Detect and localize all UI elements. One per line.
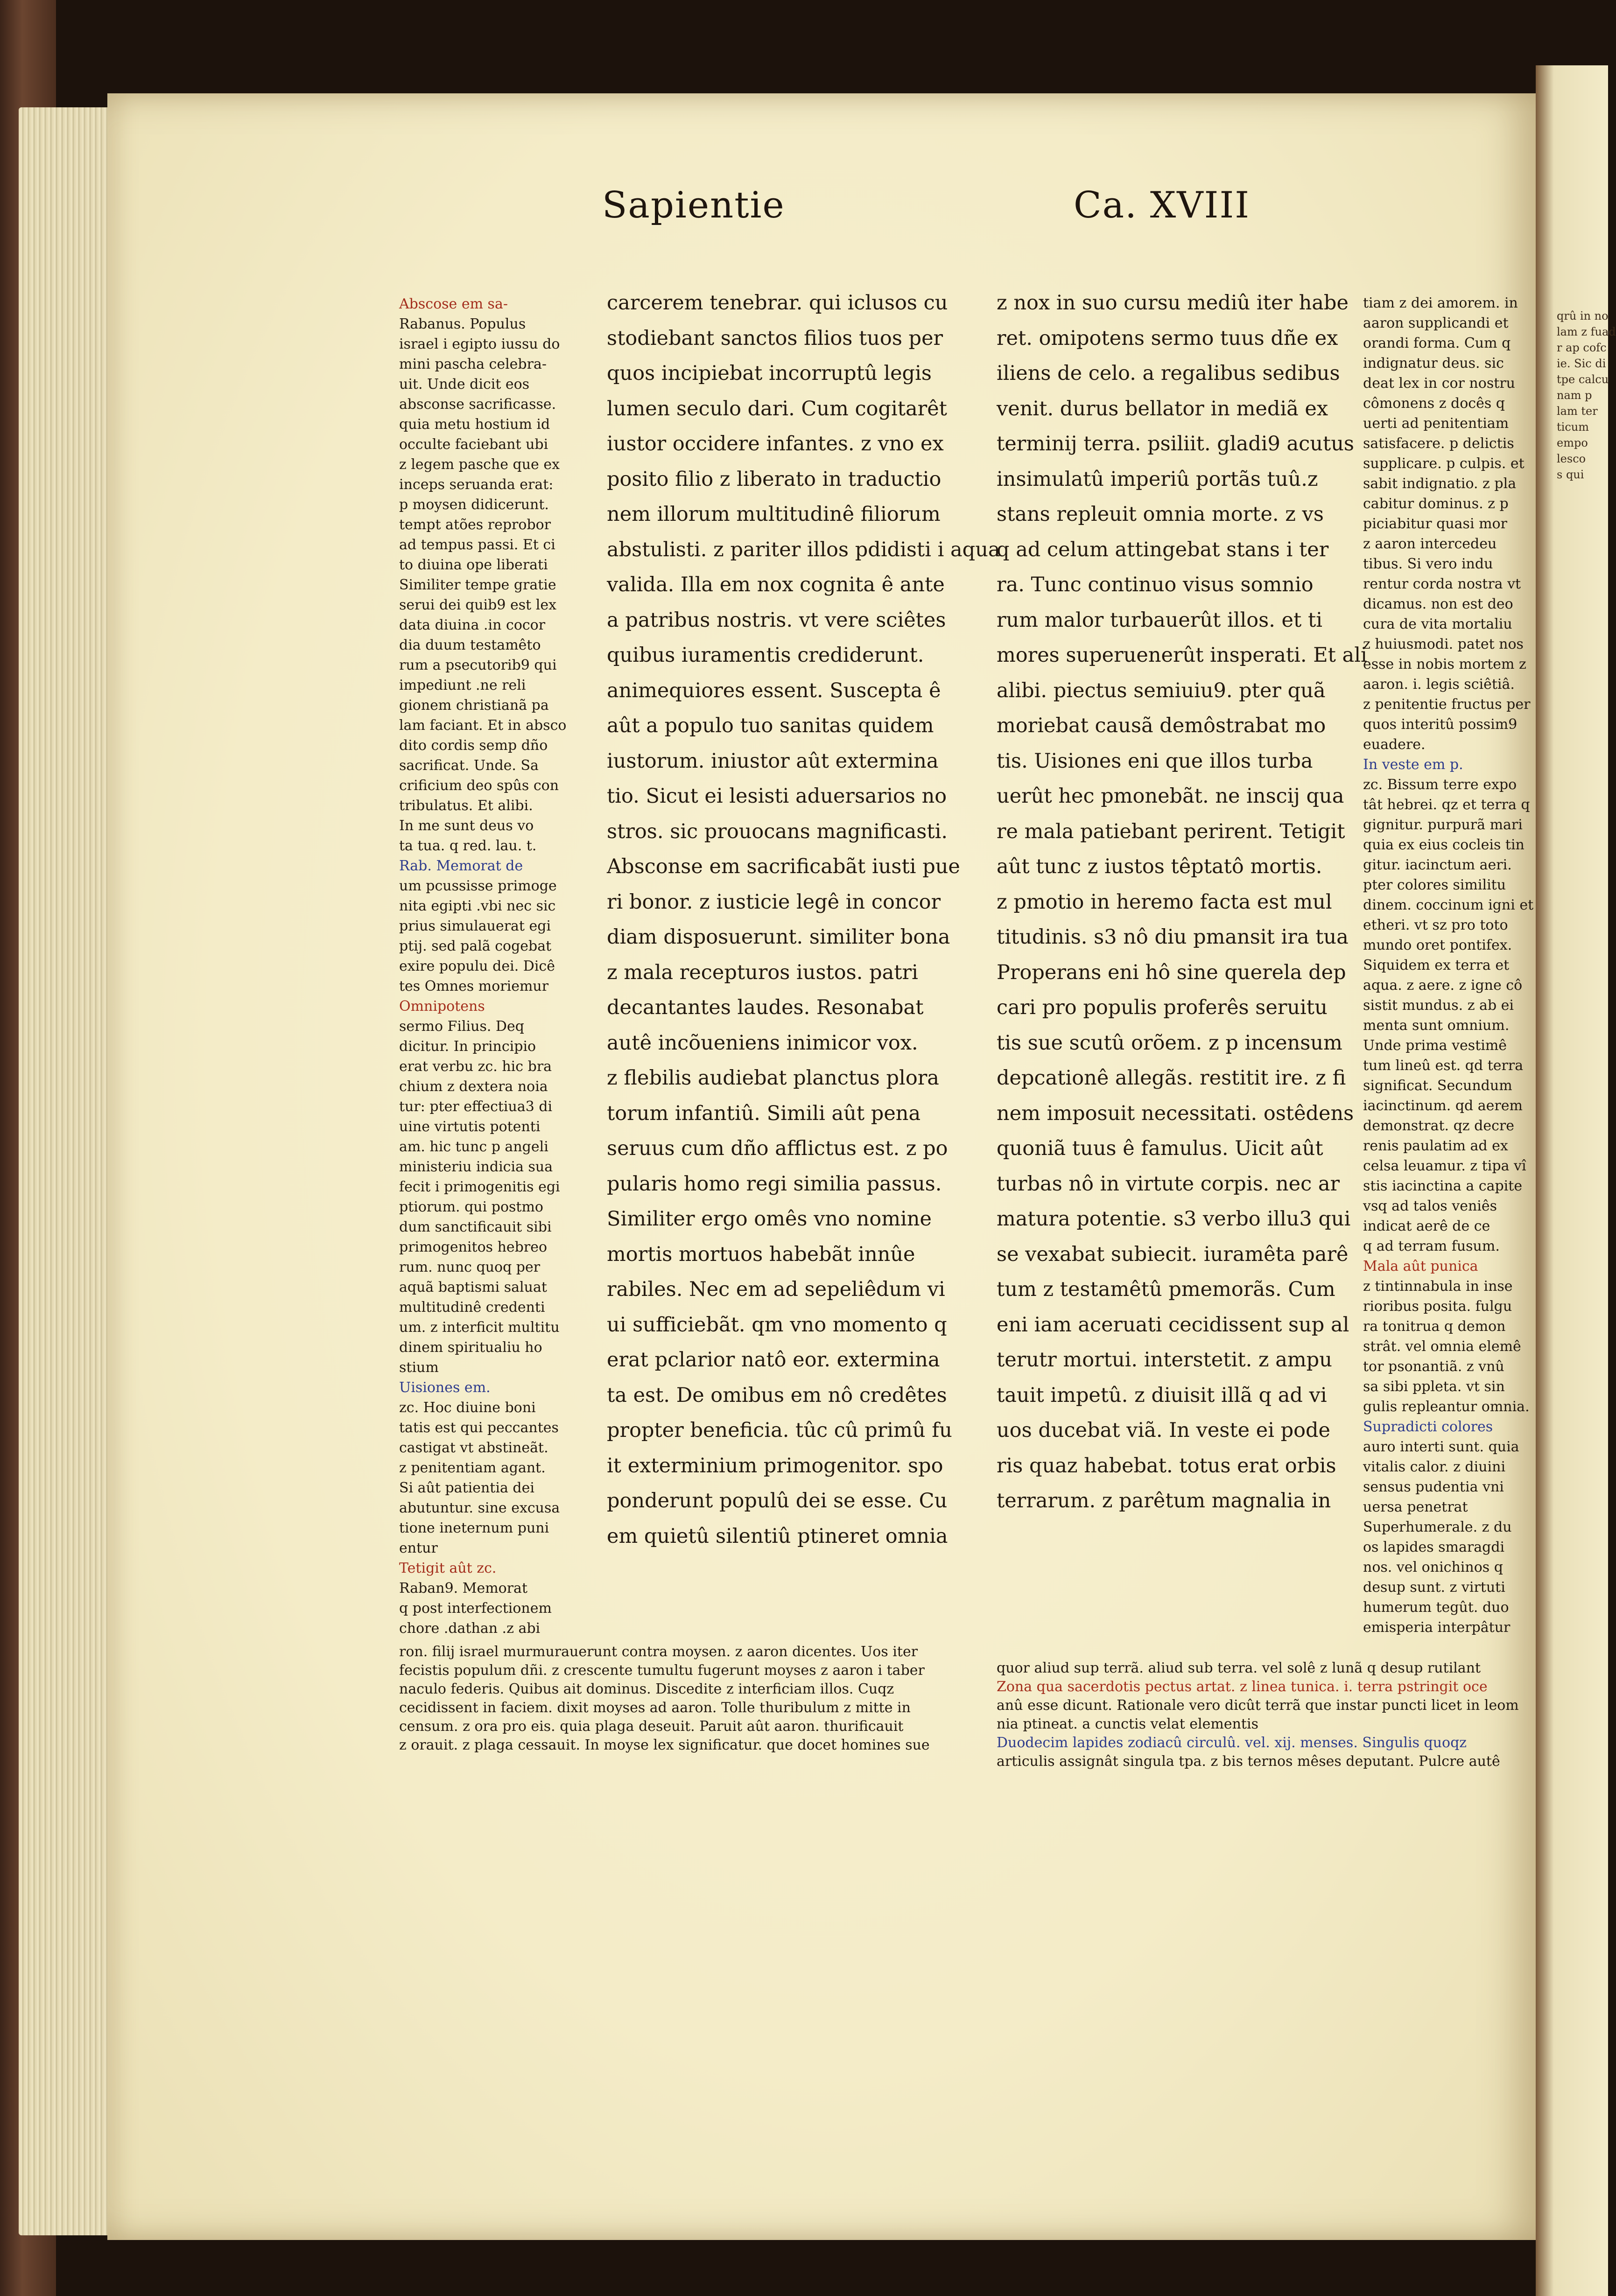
gloss-line: abutuntur. sine excusa	[399, 1500, 560, 1516]
text-line: tis sue scutû orõem. z p incensum	[997, 1031, 1342, 1055]
gloss-line: aqua. z aere. z igne cô	[1363, 977, 1523, 994]
gloss-line: tor psonantiã. z vnû	[1363, 1358, 1504, 1375]
text-line: decantantes laudes. Resonabat	[607, 996, 924, 1019]
gloss-line: stis iacinctina a capite	[1363, 1178, 1523, 1194]
text-line: venit. durus bellator in mediã ex	[997, 397, 1328, 420]
gloss-line: z penitentie fructus per	[1363, 696, 1531, 713]
facing-page-text	[1557, 308, 1616, 483]
gloss-line: vitalis calor. z diuini	[1363, 1459, 1506, 1475]
text-line: erat pclarior natô eor. extermina	[607, 1348, 940, 1372]
gloss-line: z huiusmodi. patet nos	[1363, 636, 1524, 652]
gloss-line: Supradicti colores	[1363, 1419, 1493, 1435]
facing-page-line: s qui	[1557, 468, 1584, 481]
text-line: mortis mortuos habebãt innûe	[607, 1242, 915, 1266]
facing-page-line: lam ter	[1557, 405, 1598, 418]
gloss-line: dum sanctificauit sibi	[399, 1219, 552, 1235]
text-line: turbas nô in virtute corpis. nec ar	[997, 1172, 1340, 1196]
gloss-line: piciabitur quasi mor	[1363, 516, 1507, 532]
gloss-line: gignitur. purpurã mari	[1363, 817, 1523, 833]
gloss-line: aaron supplicandi et	[1363, 315, 1509, 331]
gloss-line: celsa leuamur. z tipa vî	[1363, 1158, 1526, 1174]
main-text-column-left	[607, 286, 1000, 1554]
gloss-line: etheri. vt sz pro toto	[1363, 917, 1508, 933]
gloss-line: aquã baptismi saluat	[399, 1279, 547, 1295]
text-line: Similiter ergo omês vno nomine	[607, 1207, 932, 1231]
facing-page-line: nam p	[1557, 389, 1592, 402]
gloss-line: tibus. Si vero indu	[1363, 556, 1493, 572]
text-line: torum infantiû. Simili aût pena	[607, 1101, 921, 1125]
facing-page-line: empo	[1557, 436, 1588, 449]
gloss-line: significat. Secundum	[1363, 1078, 1512, 1094]
gloss-line: ministeriu indicia sua	[399, 1159, 553, 1175]
text-line: rum malor turbauerût illos. et ti	[997, 608, 1322, 632]
gloss-line: dia duum testamêto	[399, 637, 541, 653]
gloss-line: supplicare. p culpis. et	[1363, 455, 1525, 472]
text-line: tum z testamêtû pmemorãs. Cum	[997, 1278, 1335, 1301]
gloss-line: orandi forma. Cum q	[1363, 335, 1511, 351]
gloss-line: tione ineternum puni	[399, 1520, 549, 1536]
gloss-line: anû esse dicunt. Rationale vero dicût terrã que instar puncti licet in leom	[997, 1697, 1519, 1714]
gloss-line: euadere.	[1363, 736, 1426, 753]
text-line: nem imposuit necessitati. ostêdens	[997, 1101, 1354, 1125]
gloss-line: pter colores similitu	[1363, 877, 1506, 893]
gloss-line: uine virtutis potenti	[399, 1119, 541, 1135]
text-line: a patribus nostris. vt vere sciêtes	[607, 608, 946, 632]
gloss-line: desup sunt. z virtuti	[1363, 1579, 1505, 1596]
text-line: tauit impetû. z diuisit illã q ad vi	[997, 1383, 1327, 1407]
gloss-line: primogenitos hebreo	[399, 1239, 548, 1255]
gloss-line: serui dei quib9 est lex	[399, 597, 556, 613]
gloss-column-right	[1363, 293, 1534, 1638]
text-line: tio. Sicut ei lesisti aduersarios no	[607, 784, 947, 808]
facing-page-edge	[1536, 65, 1616, 2296]
running-head-left-text: Sapientie	[602, 184, 785, 226]
text-line: rabiles. Nec em ad sepeliêdum vi	[607, 1278, 945, 1301]
text-line: alibi. piectus semiuiu9. pter quã	[997, 679, 1326, 702]
gloss-line: am. hic tunc p angeli	[399, 1139, 548, 1155]
facing-page-line: qrû in no	[1557, 309, 1609, 322]
gloss-line: Duodecim lapides zodiacû circulû. vel. xij. menses. Singulis quoqz	[997, 1735, 1467, 1751]
gloss-line: indignatur deus. sic	[1363, 355, 1504, 371]
text-line: posito filio z liberato in traductio	[607, 467, 941, 491]
text-line: ra. Tunc continuo visus somnio	[997, 573, 1314, 596]
text-line: lumen seculo dari. Cum cogitarêt	[607, 397, 947, 420]
gloss-line: menta sunt omnium.	[1363, 1017, 1510, 1034]
gloss-line: q ad terram fusum.	[1363, 1238, 1500, 1254]
gloss-line: ra tonitrua q demon	[1363, 1318, 1506, 1335]
gloss-line: erat verbu zc. hic bra	[399, 1058, 552, 1075]
text-line: seruus cum dño afflictus est. z po	[607, 1137, 948, 1160]
text-line: ta est. De omibus em nô credêtes	[607, 1383, 947, 1407]
facing-page-line: lesco	[1557, 452, 1586, 465]
gloss-line: vsq ad talos veniês	[1363, 1198, 1497, 1214]
bottom-gloss-right	[997, 1659, 1519, 1771]
text-line: uerût hec pmonebãt. ne inscij qua	[997, 784, 1344, 808]
gloss-line: nita egipti .vbi nec sic	[399, 898, 556, 914]
text-line: quoniã tuus ê famulus. Uicit aût	[997, 1137, 1323, 1160]
gloss-line: multitudinê credenti	[399, 1299, 545, 1316]
gloss-line: castigat vt abstineãt.	[399, 1440, 548, 1456]
text-line: insimulatû imperiû portãs tuû.z	[997, 467, 1318, 491]
gloss-line: cura de vita mortaliu	[1363, 616, 1512, 632]
gloss-line: Siquidem ex terra et	[1363, 957, 1510, 973]
text-line: diam disposuerunt. similiter bona	[607, 925, 950, 949]
text-line: valida. Illa em nox cognita ê ante	[607, 573, 945, 596]
text-line: z mala recepturos iustos. patri	[607, 960, 918, 984]
running-head-right	[1074, 184, 1250, 226]
text-line: stodiebant sanctos filios tuos per	[607, 326, 943, 350]
gloss-line: fecit i primogenitis egi	[399, 1179, 560, 1195]
gloss-line: tur: pter effectiua3 di	[399, 1099, 553, 1115]
gloss-line: chore .dathan .z abi	[399, 1620, 541, 1637]
text-line: autê incõueniens inimicor vox.	[607, 1031, 918, 1055]
text-line: stros. sic prouocans magnificasti.	[607, 819, 948, 843]
gloss-line: In me sunt deus vo	[399, 818, 534, 834]
gloss-line: prius simulauerat egi	[399, 918, 551, 934]
text-line: z pmotio in heremo facta est mul	[997, 890, 1332, 914]
gloss-line: inceps seruanda erat:	[399, 476, 554, 493]
gloss-line: rum. nunc quoq per	[399, 1259, 541, 1275]
gloss-line: mini pascha celebra-	[399, 356, 547, 372]
gloss-line: quia metu hostium id	[399, 416, 550, 433]
text-line: iustor occidere infantes. z vno ex	[607, 432, 944, 455]
facing-page-line: lam z fuad	[1557, 325, 1616, 338]
gloss-line: aaron. i. legis sciêtiâ.	[1363, 676, 1515, 693]
gloss-line: articulis assignât singula tpa. z bis ternos mêses deputant. Pulcre autê	[997, 1753, 1500, 1770]
text-line: cari pro populis proferês seruitu	[997, 996, 1328, 1019]
gloss-line: os lapides smaragdi	[1363, 1539, 1505, 1555]
gloss-line: ta tua. q red. lau. t.	[399, 838, 537, 854]
gloss-line: crificium deo spûs con	[399, 777, 559, 794]
gloss-line: zc. Hoc diuine boni	[399, 1400, 536, 1416]
gloss-line: emisperia interpâtur	[1363, 1619, 1511, 1636]
gloss-line: renis paulatim ad ex	[1363, 1138, 1508, 1154]
gloss-line: dicamus. non est deo	[1363, 596, 1513, 612]
gloss-line: sacrificat. Unde. Sa	[399, 757, 539, 774]
text-line: depcationê allegãs. restitit ire. z fi	[997, 1066, 1346, 1090]
text-line: q ad celum attingebat stans i ter	[997, 538, 1329, 561]
text-line: ret. omipotens sermo tuus dñe ex	[997, 326, 1338, 350]
gloss-line: nos. vel onichinos q	[1363, 1559, 1503, 1575]
text-line: re mala patiebant perirent. Tetigit	[997, 819, 1345, 843]
gloss-line: ron. filij israel murmurauerunt contra moysen. z aaron dicentes. Uos iter	[399, 1644, 918, 1660]
text-line: nem illorum multitudinê filiorum	[607, 503, 941, 526]
gloss-line: data diuina .in cocor	[399, 617, 546, 633]
gloss-line: stium	[399, 1359, 439, 1376]
gloss-line: p moysen didicerunt.	[399, 497, 549, 513]
gloss-line: Zona qua sacerdotis pectus artat. z linea tunica. i. terra pstringit oce	[997, 1679, 1488, 1695]
gloss-line: absconse sacrificasse.	[399, 396, 556, 413]
gloss-line: sermo Filius. Deq	[399, 1018, 524, 1035]
text-line: propter beneficia. tûc cû primû fu	[607, 1419, 952, 1442]
text-line: moriebat causã demôstrabat mo	[997, 714, 1326, 737]
text-line: iliens de celo. a regalibus sedibus	[997, 362, 1340, 385]
gloss-line: Si aût patientia dei	[399, 1480, 534, 1496]
gloss-line: Tetigit aût zc.	[399, 1560, 497, 1576]
gloss-line: cômonens z docês q	[1363, 395, 1505, 412]
text-line: Absconse em sacrificabãt iusti pue	[607, 855, 960, 878]
gloss-line: ad tempus passi. Et ci	[399, 537, 555, 553]
text-line: uos ducebat viã. In veste ei pode	[997, 1419, 1331, 1442]
gloss-line: z orauit. z plaga cessauit. In moyse lex significatur. que docet homines sue	[399, 1737, 930, 1753]
text-line: terminij terra. psiliit. gladi9 acutus	[997, 432, 1354, 455]
gloss-line: sistit mundus. z ab ei	[1363, 997, 1514, 1014]
text-line: se vexabat subiecit. iuramêta parê	[997, 1242, 1349, 1266]
text-line: quos incipiebat incorruptû legis	[607, 362, 932, 385]
running-head-right-text: Ca. XVIII	[1074, 184, 1251, 226]
gloss-line: iacinctinum. qd aerem	[1363, 1098, 1523, 1114]
gloss-line: uersa penetrat	[1363, 1499, 1468, 1515]
gloss-line: satisfacere. p delictis	[1363, 435, 1514, 452]
gloss-line: indicat aerê de ce	[1363, 1218, 1490, 1234]
gloss-line: cecidissent in faciem. dixit moyses ad aaron. Tolle thuribulum z mitte in	[399, 1700, 911, 1716]
gloss-line: occulte faciebant ubi	[399, 436, 548, 453]
text-line: mores superuenerût insperati. Et ali	[997, 644, 1367, 667]
running-head-left	[602, 184, 785, 226]
gloss-line: um pcussisse primoge	[399, 878, 557, 894]
text-line: z flebilis audiebat planctus plora	[607, 1066, 939, 1090]
gloss-line: quos interitû possim9	[1363, 716, 1518, 733]
text-line: ri bonor. z iusticie legê in concor	[607, 890, 941, 914]
gloss-line: Raban9. Memorat	[399, 1580, 527, 1596]
gloss-line: Unde prima vestimê	[1363, 1037, 1507, 1054]
text-line: ris quaz habebat. totus erat orbis	[997, 1454, 1336, 1477]
gloss-line: z tintinnabula in inse	[1363, 1278, 1513, 1295]
text-line: it exterminium primogenitor. spo	[607, 1454, 943, 1477]
gloss-line: quor aliud sup terrã. aliud sub terra. vel solê z lunã q desup rutilant	[997, 1660, 1481, 1676]
gloss-line: Similiter tempe gratie	[399, 577, 556, 593]
gloss-line: impediunt .ne reli	[399, 677, 526, 693]
gloss-line: sabit indignatio. z pla	[1363, 476, 1517, 492]
gloss-line: rum a psecutorib9 qui	[399, 657, 557, 673]
gloss-line: strât. vel omnia elemê	[1363, 1338, 1521, 1355]
gloss-line: dinem. coccinum igni et	[1363, 897, 1534, 913]
text-line: em quietû silentiû ptineret omnia	[607, 1524, 948, 1548]
gloss-line: censum. z ora pro eis. quia plaga deseuit. Paruit aût aaron. thurificauit	[399, 1718, 904, 1735]
text-line: iustorum. iniustor aût extermina	[607, 749, 939, 773]
text-line: terutr mortui. interstetit. z ampu	[997, 1348, 1332, 1372]
text-line: tis. Uisiones eni que illos turba	[997, 749, 1313, 773]
gloss-line: lam faciant. Et in absco	[399, 717, 567, 734]
gloss-line: dito cordis semp dño	[399, 737, 548, 754]
gloss-line: uerti ad penitentiam	[1363, 415, 1509, 432]
gloss-line: tes Omnes moriemur	[399, 978, 549, 994]
gloss-line: quia ex eius cocleis tin	[1363, 837, 1525, 853]
text-line: Properans eni hô sine querela dep	[997, 960, 1346, 984]
facing-page-line: r ap cofc	[1557, 341, 1607, 354]
gloss-line: mundo oret pontifex.	[1363, 937, 1512, 953]
gloss-line: Uisiones em.	[399, 1379, 491, 1396]
gloss-line: ptiorum. qui postmo	[399, 1199, 543, 1215]
text-line: carcerem tenebrar. qui iclusos cu	[607, 291, 948, 315]
bottom-gloss-left	[399, 1643, 930, 1755]
gloss-line: ptij. sed palã cogebat	[399, 938, 552, 954]
text-line: stans repleuit omnia morte. z vs	[997, 503, 1324, 526]
gloss-line: dinem spiritualiu ho	[399, 1339, 542, 1356]
gloss-line: esse in nobis mortem z	[1363, 656, 1526, 672]
text-line: terrarum. z parêtum magnalia in	[997, 1489, 1331, 1512]
gloss-line: Superhumerale. z du	[1363, 1519, 1512, 1535]
gloss-line: cabitur dominus. z p	[1363, 496, 1509, 512]
gloss-line: tatis est qui peccantes	[399, 1420, 559, 1436]
gloss-line: tiam z dei amorem. in	[1363, 295, 1518, 311]
text-line: ui sufficiebãt. qm vno momento q	[607, 1313, 947, 1337]
gloss-line: fecistis populum dñi. z crescente tumultu fugerunt moyses z aaron i taber	[399, 1662, 925, 1679]
gloss-line: tum lineû est. qd terra	[1363, 1057, 1524, 1074]
gloss-line: humerum tegût. duo	[1363, 1599, 1509, 1616]
text-line: matura potentie. s3 verbo illu3 qui	[997, 1207, 1351, 1231]
facing-page-line: ticum	[1557, 420, 1589, 434]
gloss-line: In veste em p.	[1363, 756, 1463, 773]
gloss-line: demonstrat. qz decre	[1363, 1118, 1514, 1134]
gloss-line: rentur corda nostra vt	[1363, 576, 1521, 592]
text-line: aût a populo tuo sanitas quidem	[607, 714, 934, 737]
gloss-line: gionem christianã pa	[399, 697, 549, 714]
gloss-line: tribulatus. Et alibi.	[399, 798, 533, 814]
text-line: abstulisti. z pariter illos pdidisti i aqua	[607, 538, 1000, 561]
text-line: pularis homo regi similia passus.	[607, 1172, 942, 1196]
gloss-line: uit. Unde dicit eos	[399, 376, 530, 392]
gloss-line: Abscose em sa-	[399, 296, 508, 312]
gloss-line: rioribus posita. fulgu	[1363, 1298, 1512, 1315]
gloss-line: sa sibi ppleta. vt sin	[1363, 1379, 1505, 1395]
gloss-line: Omnipotens	[399, 998, 485, 1015]
gloss-line: z legem pasche que ex	[399, 456, 560, 473]
gloss-line: zc. Bissum terre expo	[1363, 777, 1517, 793]
gloss-line: gulis repleantur omnia.	[1363, 1399, 1530, 1415]
gloss-line: exire populu dei. Dicê	[399, 958, 555, 974]
gloss-line: deat lex in cor nostru	[1363, 375, 1515, 392]
gloss-line: Rabanus. Populus	[399, 316, 526, 332]
gloss-line: chium z dextera noia	[399, 1078, 548, 1095]
gloss-line: um. z interficit multitu	[399, 1319, 560, 1336]
gloss-line: gitur. iacinctum aeri.	[1363, 857, 1512, 873]
facing-page-line: ie. Sic di	[1557, 357, 1606, 370]
gloss-line: entur	[399, 1540, 438, 1556]
facing-page-line: tpe calcu	[1557, 373, 1609, 386]
text-line: ponderunt populû dei se esse. Cu	[607, 1489, 948, 1512]
text-line: z nox in suo cursu mediû iter habe	[997, 291, 1349, 315]
gloss-line: naculo federis. Quibus ait dominus. Discedite z interficiam illos. Cuqz	[399, 1681, 894, 1697]
gloss-line: z aaron intercedeu	[1363, 536, 1497, 552]
gloss-line: tempt atões reprobor	[399, 517, 551, 533]
gloss-line: dicitur. In principio	[399, 1038, 536, 1055]
text-line: aût tunc z iustos têptatô mortis.	[997, 855, 1322, 878]
gloss-line: Rab. Memorat de	[399, 858, 523, 874]
gloss-column-left	[399, 294, 567, 1638]
gloss-line: q post interfectionem	[399, 1600, 552, 1617]
gloss-line: auro interti sunt. quia	[1363, 1439, 1519, 1455]
text-line: titudinis. s3 nô diu pmansit ira tua	[997, 925, 1349, 949]
text-line: animequiores essent. Suscepta ê	[607, 679, 941, 702]
gloss-line: to diuina ope liberati	[399, 557, 548, 573]
main-text-column-right	[997, 286, 1367, 1519]
gloss-line: israel i egipto iussu do	[399, 336, 560, 352]
gloss-line: sensus pudentia vni	[1363, 1479, 1504, 1495]
gloss-line: nia ptineat. a cunctis velat elementis	[997, 1716, 1258, 1732]
gloss-line: z penitentiam agant.	[399, 1460, 546, 1476]
text-line: quibus iuramentis crediderunt.	[607, 644, 924, 667]
gloss-line: tât hebrei. qz et terra q	[1363, 797, 1530, 813]
gloss-line: Mala aût punica	[1363, 1258, 1478, 1274]
text-line: eni iam aceruati cecidissent sup al	[997, 1313, 1349, 1337]
